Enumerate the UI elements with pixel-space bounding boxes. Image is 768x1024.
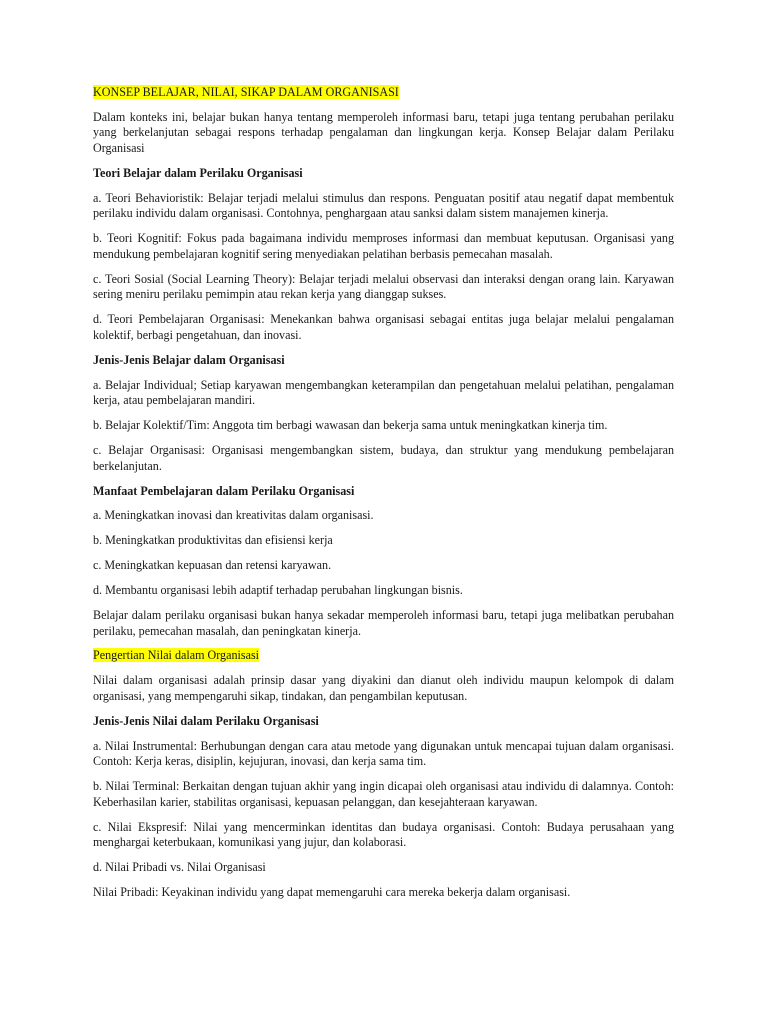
document-page bbox=[93, 85, 674, 910]
manfaat-item-c: c. Meningkatkan kepuasan dan retensi karyawan. bbox=[93, 558, 332, 573]
nilai-item-a: a. Nilai Instrumental: Berhubungan dengan cara atau metode yang digunakan untuk mencapai tujuan dalam organisasi. Contoh: Kerja keras, disiplin, kejujuran, inovasi, dan kerja sama tim. bbox=[93, 738, 674, 769]
teori-item-d: d. Teori Pembelajaran Organisasi: Menekankan bahwa organisasi sebagai entitas juga belajar melalui pengalaman kolektif, berbagi pengetahuan, dan inovasi. bbox=[93, 312, 674, 342]
nilai-item-c: c. Nilai Ekspresif: Nilai yang mencerminkan identitas dan budaya organisasi. Contoh: Budaya perusahaan yang menghargai keterbukaan, komunikasi yang jujur, dan kolaborasi. bbox=[93, 819, 674, 850]
nilai-title-highlight: Pengertian Nilai dalam Organisasi bbox=[93, 648, 260, 663]
nilai-item-b: b. Nilai Terminal: Berkaitan dengan tujuan akhir yang ingin dicapai oleh organisasi atau individu di dalamnya. Contoh: Keberhasilan karier, stabilitas organisasi, kepuasan pelanggan, dan kesejahteraan karyawan. bbox=[93, 779, 674, 809]
document-title bbox=[93, 85, 674, 101]
nilai-item-d: d. Nilai Pribadi vs. Nilai Organisasi bbox=[93, 860, 266, 875]
teori-item-b: b. Teori Kognitif: Fokus pada bagaimana individu memproses informasi dan membuat keputusan. Organisasi yang mendukung pembelajaran kognitif sering menyediakan pelatihan berbasis pemecahan masalah. bbox=[93, 231, 674, 261]
jenis-belajar-heading: Jenis-Jenis Belajar dalam Organisasi bbox=[93, 352, 285, 367]
nilai-definition-paragraph: Nilai dalam organisasi adalah prinsip dasar yang diyakini dan dianut oleh individu maupun kelompok di dalam organisasi, yang mempengaruhi sikap, tindakan, dan pengambilan keputusan. bbox=[93, 673, 674, 703]
jenis-item-c: c. Belajar Organisasi: Organisasi mengembangkan sistem, budaya, dan struktur yang mendukung pembelajaran berkelanjutan. bbox=[93, 443, 674, 473]
nilai-pribadi-paragraph: Nilai Pribadi: Keyakinan individu yang dapat memengaruhi cara mereka bekerja dalam organisasi. bbox=[93, 885, 571, 900]
belajar-summary-paragraph: Belajar dalam perilaku organisasi bukan hanya sekadar memperoleh informasi baru, tetapi juga melibatkan perubahan perilaku, pemecahan masalah, dan peningkatan kinerja. bbox=[93, 608, 674, 638]
title-highlight: KONSEP BELAJAR, NILAI, SIKAP DALAM ORGANISASI bbox=[93, 85, 399, 99]
nilai-section-title bbox=[93, 648, 674, 664]
manfaat-heading: Manfaat Pembelajaran dalam Perilaku Organisasi bbox=[93, 483, 355, 498]
manfaat-item-b: b. Meningkatkan produktivitas dan efisiensi kerja bbox=[93, 533, 333, 548]
jenis-item-b: b. Belajar Kolektif/Tim: Anggota tim berbagi wawasan dan bekerja sama untuk meningkatkan kinerja tim. bbox=[93, 418, 608, 433]
teori-heading: Teori Belajar dalam Perilaku Organisasi bbox=[93, 165, 303, 180]
jenis-nilai-heading: Jenis-Jenis Nilai dalam Perilaku Organisasi bbox=[93, 713, 319, 728]
manfaat-item-d: d. Membantu organisasi lebih adaptif terhadap perubahan lingkungan bisnis. bbox=[93, 583, 463, 598]
jenis-item-a: a. Belajar Individual; Setiap karyawan mengembangkan keterampilan dan pengetahuan melalui pelatihan, pengalaman kerja, atau pembelajaran mandiri. bbox=[93, 377, 674, 408]
manfaat-item-a: a. Meningkatkan inovasi dan kreativitas dalam organisasi. bbox=[93, 508, 374, 523]
teori-item-c: c. Teori Sosial (Social Learning Theory): Belajar terjadi melalui observasi dan interaksi dengan orang lain. Karyawan sering meniru perilaku pemimpin atau rekan kerja yang dianggap sukses. bbox=[93, 271, 674, 302]
teori-item-a: a. Teori Behavioristik: Belajar terjadi melalui stimulus dan respons. Penguatan positif atau negatif dapat membentuk perilaku individu dalam organisasi. Contohnya, penghargaan atau sanksi dalam sistem manajemen kinerja. bbox=[93, 190, 674, 221]
intro-paragraph: Dalam konteks ini, belajar bukan hanya tentang memperoleh informasi baru, tetapi juga tentang perubahan perilaku yang berkelanjutan sebagai respons terhadap pengalaman dan lingkungan kerja. Konsep Belajar dalam Perilaku Organisasi bbox=[93, 109, 674, 156]
